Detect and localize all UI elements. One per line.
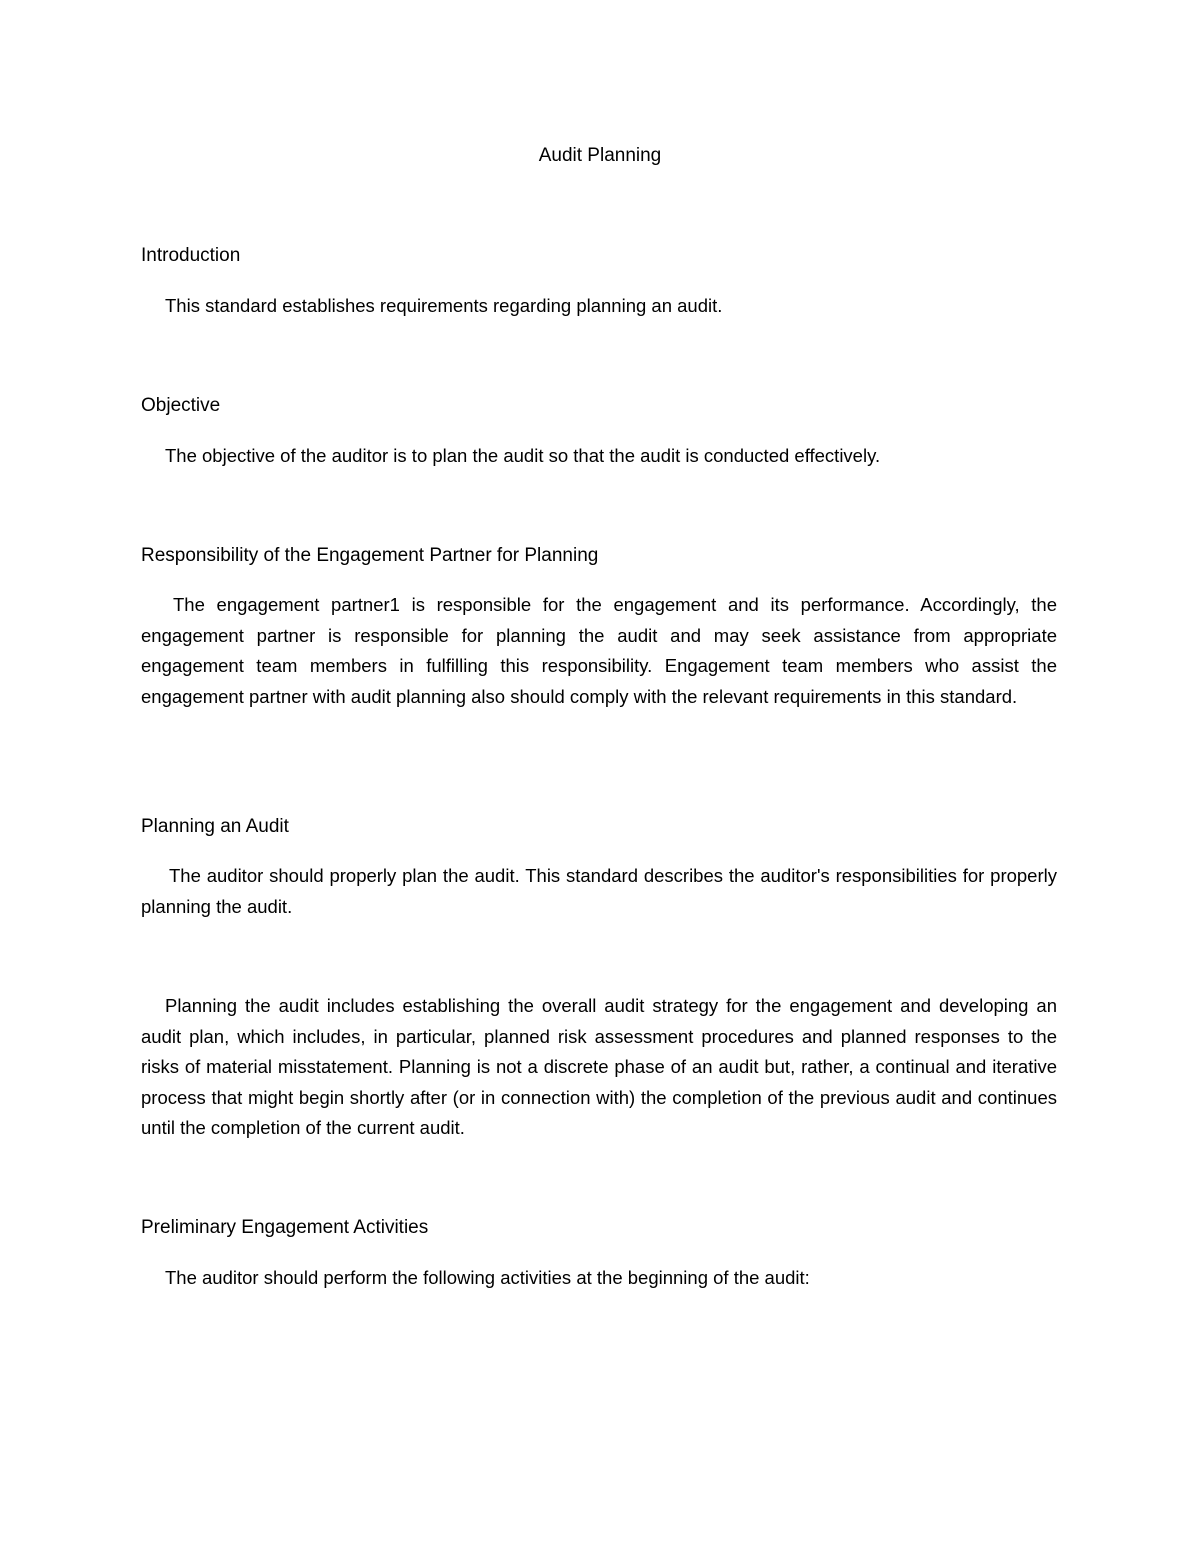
paragraph-introduction: This standard establishes requirements regarding planning an audit. bbox=[165, 295, 723, 316]
section-heading-introduction: Introduction bbox=[141, 245, 241, 266]
paragraph-preliminary-activities: The auditor should perform the following activities at the beginning of the audit: bbox=[165, 1267, 810, 1288]
section-heading-objective: Objective bbox=[141, 395, 221, 416]
section-heading-responsibility: Responsibility of the Engagement Partner for Planning bbox=[141, 545, 599, 566]
paragraph-planning-an-audit-2: Planning the audit includes establishing the overall audit strategy for the engagement and developing an audit plan, which includes, in particular, planned risk assessment procedures and planned responses to the risks of material misstatement. Planning is not a discrete phase of an audit but, rather, a continual and iterative process that might begin shortly after (or in connection with) the completion of the previous audit and continues until the completion of the current audit. bbox=[141, 995, 1057, 1138]
section-heading-preliminary-activities: Preliminary Engagement Activities bbox=[141, 1217, 429, 1238]
paragraph-planning-an-audit-1: The auditor should properly plan the audit. This standard describes the auditor's responsibilities for properly planning the audit. bbox=[141, 865, 1057, 917]
section-heading-planning-an-audit: Planning an Audit bbox=[141, 816, 289, 837]
paragraph-objective: The objective of the auditor is to plan the audit so that the audit is conducted effectively. bbox=[165, 445, 881, 466]
paragraph-responsibility: The engagement partner1 is responsible for the engagement and its performance. Accordingly, the engagement partner is responsible for planning the audit and may seek assistance from appropriate engagement team members in fulfilling this responsibility. Engagement team members who assist the engagement partner with audit planning also should comply with the relevant requirements in this standard. bbox=[141, 594, 1057, 707]
document-title: Audit Planning bbox=[538, 145, 662, 166]
